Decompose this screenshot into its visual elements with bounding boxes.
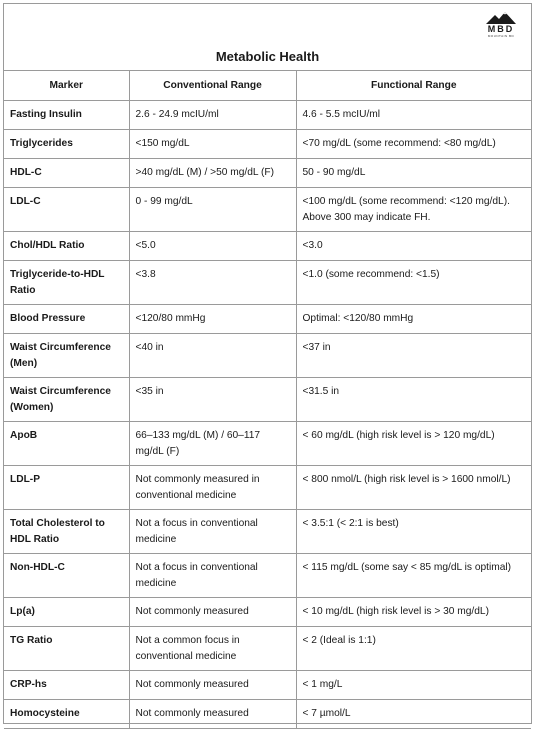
brand-logo [482, 12, 520, 38]
cell-conventional: <3.8 [129, 261, 296, 305]
cell-marker: Waist Circumference (Women) [4, 378, 129, 422]
metabolic-health-table-card [3, 3, 532, 724]
table-row [4, 598, 531, 627]
cell-functional: 50 - 90 mg/dL [296, 159, 531, 188]
cell-functional: < 1 mg/L [296, 671, 531, 700]
table-row [4, 101, 531, 130]
table-row [4, 466, 531, 510]
cell-marker: HDL-C [4, 159, 129, 188]
cell-conventional: <40 in [129, 334, 296, 378]
cell-conventional: Not commonly measured in conventional medicine [129, 466, 296, 510]
table-row [4, 130, 531, 159]
table-row [4, 305, 531, 334]
cell-functional: < 800 nmol/L (high risk level is > 1600 nmol/L) [296, 466, 531, 510]
cell-marker: LDL-C [4, 188, 129, 232]
table-header-row [4, 71, 531, 101]
cell-conventional: Not a common focus in conventional medicine [129, 627, 296, 671]
table-row [4, 261, 531, 305]
cell-functional: <70 mg/dL (some recommend: <80 mg/dL) [296, 130, 531, 159]
cell-functional: < 60 mg/dL (high risk level is > 120 mg/dL) [296, 422, 531, 466]
cell-functional: < 115 mg/dL (some say < 85 mg/dL is optimal) [296, 554, 531, 598]
table-row [4, 188, 531, 232]
cell-marker: Fasting Insulin [4, 101, 129, 130]
cell-marker: Lp(a) [4, 598, 129, 627]
mountain-icon [486, 12, 516, 24]
cell-marker: Triglycerides [4, 130, 129, 159]
ranges-table [4, 71, 531, 729]
table-row [4, 334, 531, 378]
cell-functional: <1.0 (some recommend: <1.5) [296, 261, 531, 305]
column-header-marker: Marker [4, 71, 129, 101]
table-row [4, 554, 531, 598]
cell-functional: <3.0 [296, 232, 531, 261]
cell-conventional: <120/80 mmHg [129, 305, 296, 334]
cell-conventional: 66–133 mg/dL (M) / 60–117 mg/dL (F) [129, 422, 296, 466]
table-row [4, 422, 531, 466]
logo-subtext: MOUNTAIN BD [487, 34, 515, 38]
table-row [4, 510, 531, 554]
cell-functional: 4.6 - 5.5 mcIU/ml [296, 101, 531, 130]
cell-conventional: >40 mg/dL (M) / >50 mg/dL (F) [129, 159, 296, 188]
cell-conventional: <35 in [129, 378, 296, 422]
cell-functional: < 3.5:1 (< 2:1 is best) [296, 510, 531, 554]
cell-conventional: Not commonly measured [129, 598, 296, 627]
cell-marker: Waist Circumference (Men) [4, 334, 129, 378]
cell-marker: Total Cholesterol to HDL Ratio [4, 510, 129, 554]
cell-marker: Non-HDL-C [4, 554, 129, 598]
cell-functional: <100 mg/dL (some recommend: <120 mg/dL). Above 300 may indicate FH. [296, 188, 531, 232]
cell-conventional: 2.6 - 24.9 mcIU/ml [129, 101, 296, 130]
page-title: Metabolic Health [215, 49, 320, 64]
column-header-conventional: Conventional Range [129, 71, 296, 101]
table-row [4, 700, 531, 729]
cell-conventional: Not commonly measured [129, 700, 296, 729]
cell-functional: < 2 (Ideal is 1:1) [296, 627, 531, 671]
column-header-functional: Functional Range [296, 71, 531, 101]
title-row [4, 4, 531, 71]
cell-conventional: 0 - 99 mg/dL [129, 188, 296, 232]
cell-marker: Homocysteine [4, 700, 129, 729]
cell-functional: < 10 mg/dL (high risk level is > 30 mg/dL) [296, 598, 531, 627]
cell-conventional: Not commonly measured [129, 671, 296, 700]
table-row [4, 671, 531, 700]
cell-marker: ApoB [4, 422, 129, 466]
cell-functional: Optimal: <120/80 mmHg [296, 305, 531, 334]
cell-marker: Triglyceride-to-HDL Ratio [4, 261, 129, 305]
cell-functional: <31.5 in [296, 378, 531, 422]
cell-conventional: <150 mg/dL [129, 130, 296, 159]
table-row [4, 627, 531, 671]
cell-conventional: <5.0 [129, 232, 296, 261]
logo-text: MBD [487, 24, 515, 34]
cell-conventional: Not a focus in conventional medicine [129, 554, 296, 598]
cell-marker: CRP-hs [4, 671, 129, 700]
cell-marker: TG Ratio [4, 627, 129, 671]
cell-conventional: Not a focus in conventional medicine [129, 510, 296, 554]
cell-marker: LDL-P [4, 466, 129, 510]
table-row [4, 232, 531, 261]
table-row [4, 378, 531, 422]
cell-marker: Chol/HDL Ratio [4, 232, 129, 261]
cell-marker: Blood Pressure [4, 305, 129, 334]
cell-functional: < 7 µmol/L [296, 700, 531, 729]
cell-functional: <37 in [296, 334, 531, 378]
table-row [4, 159, 531, 188]
